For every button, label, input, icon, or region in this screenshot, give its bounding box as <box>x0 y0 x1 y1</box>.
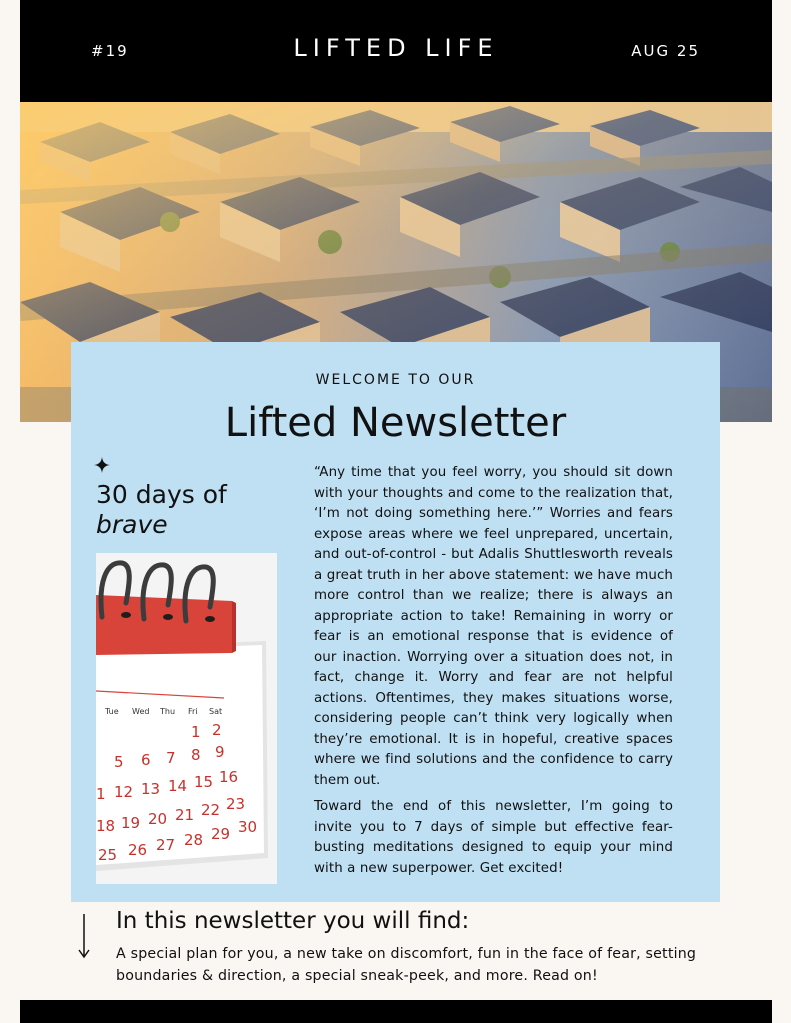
intro-paragraph: Toward the end of this newsletter, I’m going to invite you to 7 days of simple but effective fear-busting meditations designed to equip your mind with a new superpower. Get excited! <box>314 799 673 876</box>
calendar-date: 9 <box>215 743 225 761</box>
calendar-day-fri: Fri <box>188 707 198 716</box>
calendar-day-wed: Wed <box>132 707 150 716</box>
calendar-day-thu: Thu <box>160 707 176 716</box>
calendar-day-sat: Sat <box>209 707 223 716</box>
welcome-card <box>71 342 720 902</box>
sparkle-icon <box>94 457 110 473</box>
calendar-date: 19 <box>121 814 141 832</box>
calendar-date: 13 <box>141 780 161 798</box>
calendar-date: 25 <box>98 846 118 864</box>
calendar-date: 26 <box>128 841 148 859</box>
issue-date: AUG 25 <box>631 42 700 60</box>
brand-title: LIFTED LIFE <box>293 34 499 62</box>
calendar-date: 12 <box>114 783 134 801</box>
calendar-date: 27 <box>156 836 176 854</box>
calendar-date: 14 <box>168 777 188 795</box>
calendar-date: 30 <box>238 818 258 836</box>
arrow-down-icon <box>77 914 91 960</box>
side-heading-line1: 30 days of <box>96 480 227 509</box>
calendar-day-tue: Tue <box>105 707 119 716</box>
calendar-date: 20 <box>148 810 168 828</box>
calendar-date: 22 <box>201 801 221 819</box>
welcome-kicker: WELCOME TO OUR <box>315 372 476 388</box>
calendar-date: 2 <box>212 721 222 739</box>
calendar-date: 1 <box>96 785 106 803</box>
contents-heading: In this newsletter you will find: <box>116 908 470 934</box>
calendar-date: 16 <box>219 768 239 786</box>
side-heading <box>96 480 227 540</box>
calendar-date: 23 <box>226 795 246 813</box>
calendar-date: 21 <box>175 806 195 824</box>
side-heading-line2: brave <box>96 510 168 539</box>
calendar-date: 5 <box>114 753 124 771</box>
calendar-date: 6 <box>141 751 151 769</box>
intro-paragraph: “Any time that you feel worry, you should sit down with your thoughts and come to the realization that, ‘I’m not doing something here.’” Worries and fears expose areas where we feel unprepared, uncertain, and out-of-control - but Adalis Shuttlesworth reveals a great truth in her above statement: we have much more control than we realize; there is always an appropriate action to take! Remaining in worry or fear is an emotional response that is evidence of our inaction. Worrying over a situation does not, in fact, change it. Worry and fear are not helpful actions. Oftentimes, they makes situations worse, considering people can’t think very logically when they’re emotional. It is in hopeful, creative spaces where we find solutions and the confidence to carry them out. <box>314 465 673 788</box>
calendar-date: 18 <box>96 817 116 835</box>
calendar-date: 15 <box>194 773 214 791</box>
calendar-date: 1 <box>191 723 201 741</box>
calendar-image <box>96 553 277 884</box>
calendar-illustration <box>96 553 277 884</box>
calendar-date: 8 <box>191 746 201 764</box>
calendar-date: 7 <box>166 749 176 767</box>
header-bar <box>20 0 772 102</box>
calendar-date: 29 <box>211 825 231 843</box>
intro-article <box>314 463 673 885</box>
contents-summary: A special plan for you, a new take on discomfort, fun in the face of fear, setting boundaries & direction, a special sneak-peek, and more. Read on! <box>116 946 697 984</box>
issue-number: #19 <box>91 42 129 60</box>
calendar-date: 28 <box>184 831 204 849</box>
footer-bar <box>20 1000 772 1023</box>
newsletter-title: Lifted Newsletter <box>224 400 567 446</box>
